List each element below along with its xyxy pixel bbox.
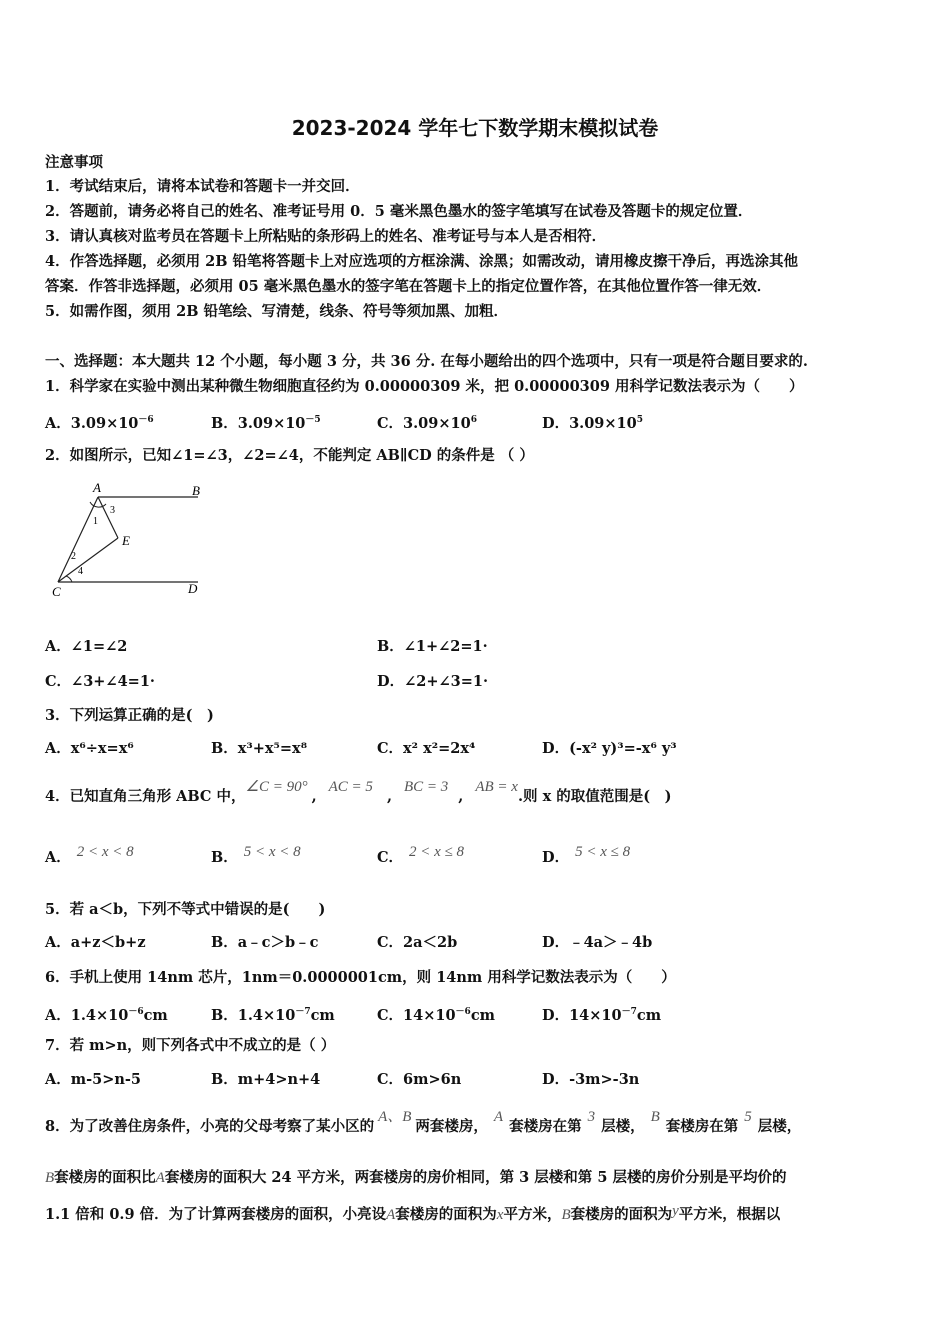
question-5-stem: 5．若 a＜b，下列不等式中错误的是( ) [45,901,326,918]
q7-option-a: A．m-5>n-5 [45,1071,141,1088]
fig-label: 2 [71,551,76,562]
question-8-line-1: 8．为了改善住房条件，小亮的父母考察了某小区的A、B两套楼房，A套楼房在第3层楼，B套楼房在第5层楼， [45,1109,802,1135]
question-4-stem: 4．已知直角三角形 ABC 中，∠C = 90°,AC = 5,BC = 3,AB = x.则 x 的取值范围是( ) [45,779,672,805]
q5-option-d: D．﹣4a＞﹣4b [542,934,653,951]
question-6-stem: 6．手机上使用 14nm 芯片，1nm＝0.0000001cm，则 14nm 用科学记数法表示为（ ） [45,969,676,986]
q1-option-c: C．$3.09\times 10^6$ [377,415,477,432]
notice-item: 2．答题前，请务必将自己的姓名、准考证号用 0．5 毫米黑色墨水的签字笔填写在试卷及答题卡的规定位置． [45,203,753,220]
q3-option-c: C．x² x²=2x⁴ [377,740,476,757]
q4-option-c: C． 2 < x ≤ 8 [377,844,465,866]
q6-option-b: B．$1.4\times 10^{-7}cm$ [211,1007,335,1024]
q5-option-c: C．2a＜2b [377,934,458,951]
fig-label: 1 [93,516,98,527]
notice-item: 4．作答选择题，必须用 2B 铅笔将答题卡上对应选项的方框涂满、涂黑；如需改动，请用橡皮擦干净后，再选涂其他 [45,253,799,270]
question-8-line-3: 1.1 倍和 0.9 倍．为了计算两套楼房的面积，小亮设A套楼房的面积为x平方米，B套楼房的面积为y平方米，根据以 [45,1203,781,1223]
q2-option-c: C．∠3+∠4=1· [45,673,155,690]
q2-option-b: B．∠1+∠2=1· [377,638,488,655]
fig-label: 4 [78,566,83,577]
notice-item: 答案．作答非选择题，必须用 05 毫米黑色墨水的签字笔在答题卡上的指定位置作答，在其他位置作答一律无效． [45,278,772,295]
question-1-stem: 1．科学家在实验中测出某种微生物细胞直径约为 0.00000309 米，把 0.00000309 用科学记数法表示为（ ） [45,378,804,395]
q4-option-d: D． 5 < x ≤ 8 [542,844,631,866]
q5-option-b: B．a﹣c＞b﹣c [211,934,319,951]
section-heading: 一、选择题：本大题共 12 个小题，每小题 3 分，共 36 分. 在每小题给出的四个选项中，只有一项是符合题目要求的. [45,353,808,370]
q2-option-d: D．∠2+∠3=1· [377,673,488,690]
page-title: 2023-2024 学年七下数学期末模拟试卷 [291,116,659,140]
q6-option-d: D．$14\times 10^{-7}cm$ [542,1007,662,1024]
q3-option-a: A．x⁶÷x=x⁶ [45,740,134,757]
q4-option-a: A． 2 < x < 8 [45,844,134,866]
q1-option-a: A．$3.09\times 10^{-6}$ [45,415,154,432]
question-3-stem: 3．下列运算正确的是( ) [45,707,214,724]
q2-geometry-figure [46,480,216,600]
fig-label: 3 [110,505,115,516]
question-7-stem: 7．若 m>n，则下列各式中不成立的是（ ） [45,1037,336,1054]
notice-item: 5．如需作图，须用 2B 铅笔绘、写清楚，线条、符号等须加黑、加粗． [45,303,509,320]
q4-option-b: B． 5 < x < 8 [211,844,301,866]
q6-option-c: C．$14\times 10^{-6}cm$ [377,1007,495,1024]
q3-option-b: B．x³+x⁵=x⁸ [211,740,308,757]
q2-option-a: A．∠1=∠2 [45,638,128,655]
notice-heading: 注意事项 [45,154,103,171]
q7-option-b: B．m+4>n+4 [211,1071,321,1088]
q1-option-b: B．$3.09\times 10^{-5}$ [211,415,321,432]
q6-option-a: A．$1.4\times 10^{-6}cm$ [45,1007,168,1024]
q7-option-c: C．6m>6n [377,1071,462,1088]
q5-option-a: A．a+z＜b+z [45,934,146,951]
q1-option-d: D．$3.09\times 10^5$ [542,415,643,432]
notice-item: 3．请认真核对监考员在答题卡上所粘贴的条形码上的姓名、准考证号与本人是否相符． [45,228,607,245]
math-ab: AB = x [475,779,518,795]
question-8-line-2: B套楼房的面积比A套楼房的面积大 24 平方米，两套楼房的房价相同，第 3 层楼和第 5 层楼的房价分别是平均价的 [45,1169,787,1186]
fig-label: E [122,533,130,548]
fig-label: C [52,584,61,599]
fig-label: D [188,581,198,596]
question-2-stem: 2．如图所示，已知∠1=∠3，∠2=∠4，不能判定 AB∥CD 的条件是 （ ） [45,447,534,464]
q3-option-d: D．(-x² y)³=-x⁶ y³ [542,740,677,757]
q7-option-d: D．-3m>-3n [542,1071,640,1088]
math-ac: AC = 5 [328,779,373,795]
math-bc: BC = 3 [404,779,449,795]
fig-label: A [93,480,101,495]
notice-item: 1．考试结束后，请将本试卷和答题卡一并交回． [45,178,360,195]
fig-label: B [192,483,200,498]
math-angle-c: ∠C = 90° [245,779,308,795]
